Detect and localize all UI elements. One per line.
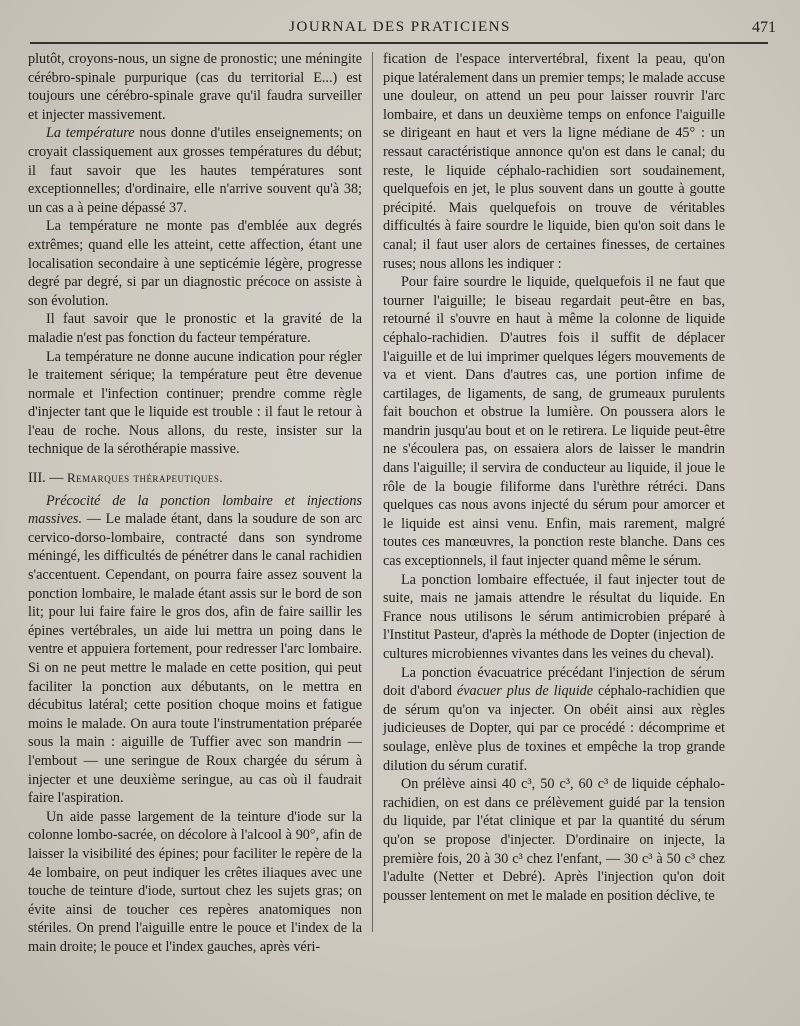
paragraph-text: La ponction évacuatrice précédant l'injection de sérum doit d'abord bbox=[383, 664, 725, 700]
journal-title: JOURNAL DES PRATICIENS bbox=[289, 19, 511, 35]
paragraph: La ponction lombaire effectuée, il faut injecter tout de suite, mais ne jamais attendre le résultat du liquide. En France nous utilisons le sérum antimicrobien préparé à l'Institut Pasteur, d'après la méthode de Dopter (injection de cultures microbiennes vivantes dans les veines du cheval). bbox=[383, 571, 725, 662]
page-number: 471 bbox=[752, 19, 776, 36]
paragraph: Il faut savoir que le pronostic et la gravité de la maladie n'est pas fonction du facteur température. bbox=[28, 311, 362, 346]
paragraph: plutôt, croyons-nous, un signe de pronostic; une méningite cérébro-spinale purpurique (cas du territorial E...) est toujours une cérébro-spinale grave qu'il faudra surveiller et injecter massivement. bbox=[28, 51, 362, 123]
right-column bbox=[383, 50, 725, 905]
emphasis: évacuer plus de liquide bbox=[456, 683, 594, 700]
paragraph: On prélève ainsi 40 c³, 50 c³, 60 c³ de liquide céphalo-rachidien, on est dans ce prélèvement guidé par la tension du liquide, par l'état clinique et par la quantité du sérum qu'on se propose d'injecter. D'ordinaire on injecte, la première fois, 20 à 30 c³ chez l'enfant, — 30 c³ à 50 c³ chez l'adulte (Netter et Debré). Après l'injection qu'on doit pousser lentement on met le malade en position déclive, te bbox=[383, 776, 725, 904]
section-title: Remarques thérapeutiques. bbox=[67, 470, 224, 486]
page-header bbox=[0, 15, 800, 41]
paragraph bbox=[383, 664, 725, 776]
emphasis: La température bbox=[46, 125, 135, 142]
paragraph bbox=[28, 492, 362, 808]
section-number: III. — bbox=[28, 470, 68, 487]
paragraph-text: céphalo-rachidien que de sérum qu'on va injecter. On obéit ainsi aux règles judicieuses de Dopter, qui par ce procédé : décomprime et soulage, enlève plus de toxines et empêche la trop grande dilution du sérum curatif. bbox=[383, 683, 725, 774]
paragraph: La température ne monte pas d'emblée aux degrés extrêmes; quand elle les atteint, cette affection, étant une localisation secondaire à une septicémie légère, progresse degré par degré, si par un diagnostic précoce on assiste à son évolution. bbox=[28, 218, 362, 309]
paragraph bbox=[28, 124, 362, 217]
paragraph: Pour faire sourdre le liquide, quelquefois il ne faut que tourner l'aiguille; le biseau regardait peut-être en bas, retourné il s'ouvre en haut à même la colonne de liquide céphalo-rachidien. D'autres fois il suffit de déplacer l'aiguille et de lui imprimer quelques légers mouvements de va et vient. Dans d'autres cas, une portion infime de cartilages, de ligaments, de sang, de grumeaux purulents fait bouchon et obstrue la lumière. On poussera alors le mandrin jusqu'au bout et on le retirera. Le liquide peut-être ne s'écoulera pas, on essaiera alors de laisser le mandrin dans l'aiguille; il servira de conducteur au liquide, il joue le rôle de la bougie filiforme dans l'urèthre rétréci. Dans quelques cas nous avons injecté du sérum pour amorcer et le liquide est ainsi venu. Enfin, mais rarement, malgré toutes ces manœuvres, la ponction reste blanche. Dans ces cas exceptionnels, il faut injecter quand même le sérum. bbox=[383, 274, 725, 570]
paragraph-text: nous donne d'utiles enseignements; on croyait classiquement aux grosses températures du début; il faut savoir que les hautes températures sont exceptionnelles; d'ordinaire, elle n'arrive souvent qu'à 38; un cas a à peine dépassé 37. bbox=[28, 125, 362, 216]
section-heading bbox=[28, 469, 362, 488]
paragraph: Un aide passe largement de la teinture d'iode sur la colonne lombo-sacrée, on décolore à l'alcool à 90°, afin de laisser la visibilité des épines; pour faciliter le repère de la 4e lombaire, on peut indiquer les crêtes iliaques avec une touche de teinture d'iode, surtout chez les sujets gras; on évite ainsi de toucher ces repères anatomiques non stériles. On prend l'aiguille entre le pouce et l'index de la main droite; le pouce et l'index gauches, après véri- bbox=[28, 808, 362, 955]
subheading: Précocité de la ponction lombaire et injections massives. bbox=[28, 492, 362, 528]
paragraph: La température ne donne aucune indication pour régler le traitement sérique; la température peut être devenue normale et l'infection continuer; prendre comme règle d'injecter tant que le liquide est trouble : il faut le retour à l'eau de roche. Nous allons, du reste, insister sur la technique de la sérothérapie massive. bbox=[28, 348, 362, 458]
left-column bbox=[28, 50, 362, 957]
paragraph-text: — Le malade étant, dans la soudure de son arc cervico-dorso-lombaire, contracté dans son syndrome méningé, les difficultés de pénétrer dans le canal rachidien s'accentuent. Cependant, on pourra faire assez souvent la ponction lombaire, le malade étant assis sur le bord de son lit; pour lui faire faire le gros dos, afin de faire saillir les épines vertébrales, un aide lui mettra un poing dans le ventre et appuiera fortement, pour redresser l'arc lombaire. Si on ne peut mettre le malade en cette position, qui peut faciliter la ponction aux débutants, on le mettra en décubitus latéral; cette position choque moins et fatigue moins le malade. On aura toute l'instrumentation préparée sous la main : aiguille de Tuffier avec son mandrin — l'embout — une seringue de Roux chargée du sérum à injecter et une deuxième seringue, au cas où il faudrait faire l'aspiration. bbox=[28, 511, 362, 807]
paragraph: fication de l'espace intervertébral, fixent la peau, qu'on pique latéralement dans un premier temps; le malade accuse une douleur, on attend un peu pour laisser rouvrir l'arc lombaire, et dans un deuxième temps on enfonce l'aiguille se dirigeant en haut et vers la ligne médiane de 45° : un ressaut caractéristique annonce qu'on est dans le canal; du reste, le liquide céphalo-rachidien sort soudainement, quelquefois en jet, le plus souvent dans un goutte à goutte précipité. Mais quelquefois on trouve de véritables difficultés à faire sourdre le liquide, bien qu'on soit dans le canal; il faut user alors de certaines finesses, de certaines ruses; nous allons les indiquer : bbox=[383, 51, 725, 272]
column-divider bbox=[372, 52, 373, 932]
header-rule bbox=[30, 42, 768, 44]
